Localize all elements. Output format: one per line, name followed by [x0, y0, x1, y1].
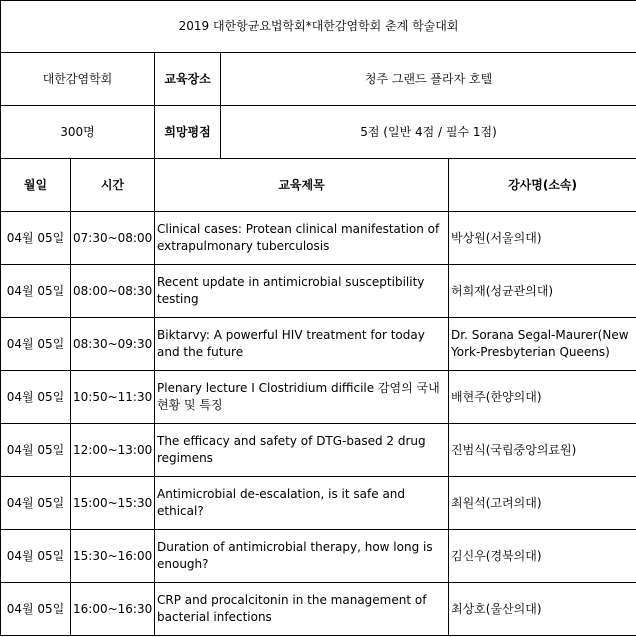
table-row — [1, 477, 636, 530]
venue-value: 청주 그랜드 플라자 호텔 — [221, 53, 636, 106]
row-topic: CRP and procalcitonin in the management of bacterial infections — [155, 583, 449, 636]
table-row — [1, 371, 636, 424]
header-time: 시간 — [71, 159, 155, 212]
row-topic: Recent update in antimicrobial susceptibility testing — [155, 265, 449, 318]
row-date: 04월 05일 — [1, 477, 71, 530]
venue-label: 교육장소 — [155, 53, 221, 106]
organizer: 대한감염학회 — [1, 53, 155, 106]
header-row — [1, 159, 636, 212]
attendees-row — [1, 106, 636, 159]
row-speaker: 진범식(국립중앙의료원) — [449, 424, 636, 477]
row-time: 08:30~09:30 — [71, 318, 155, 371]
points-label: 희망평점 — [155, 106, 221, 159]
row-time: 08:00~08:30 — [71, 265, 155, 318]
row-topic: Antimicrobial de-escalation, is it safe and ethical? — [155, 477, 449, 530]
page-title: 2019 대한항균요법학회*대한감염학회 춘계 학술대회 — [1, 1, 636, 53]
schedule-rows — [1, 212, 636, 636]
table-row — [1, 265, 636, 318]
row-speaker: 배현주(한양의대) — [449, 371, 636, 424]
row-speaker: 최원석(고려의대) — [449, 477, 636, 530]
table-row — [1, 530, 636, 583]
row-date: 04월 05일 — [1, 212, 71, 265]
row-date: 04월 05일 — [1, 583, 71, 636]
row-date: 04월 05일 — [1, 371, 71, 424]
row-speaker: 박상원(서울의대) — [449, 212, 636, 265]
row-date: 04월 05일 — [1, 265, 71, 318]
row-speaker: Dr. Sorana Segal-Maurer(New York-Presbyterian Queens) — [449, 318, 636, 371]
row-topic: Duration of antimicrobial therapy, how long is enough? — [155, 530, 449, 583]
row-time: 15:00~15:30 — [71, 477, 155, 530]
table-row — [1, 212, 636, 265]
header-date: 월일 — [1, 159, 71, 212]
row-date: 04월 05일 — [1, 318, 71, 371]
title-row — [1, 1, 636, 53]
table-row — [1, 318, 636, 371]
points-value: 5점 (일반 4점 / 필수 1점) — [221, 106, 636, 159]
row-time: 16:00~16:30 — [71, 583, 155, 636]
attendees: 300명 — [1, 106, 155, 159]
row-speaker: 김신우(경북의대) — [449, 530, 636, 583]
row-time: 12:00~13:00 — [71, 424, 155, 477]
row-topic: Clinical cases: Protean clinical manifestation of extrapulmonary tuberculosis — [155, 212, 449, 265]
row-speaker: 최상호(울산의대) — [449, 583, 636, 636]
row-date: 04월 05일 — [1, 424, 71, 477]
row-time: 15:30~16:00 — [71, 530, 155, 583]
header-topic: 교육제목 — [155, 159, 449, 212]
row-topic: Plenary lecture I Clostridium difficile 감염의 국내 현황 및 특징 — [155, 371, 449, 424]
header-speaker: 강사명(소속) — [449, 159, 636, 212]
row-speaker: 허희재(성균관의대) — [449, 265, 636, 318]
organizer-row — [1, 53, 636, 106]
table-row — [1, 583, 636, 636]
row-topic: The efficacy and safety of DTG-based 2 drug regimens — [155, 424, 449, 477]
table-row — [1, 424, 636, 477]
row-date: 04월 05일 — [1, 530, 71, 583]
row-time: 10:50~11:30 — [71, 371, 155, 424]
row-topic: Biktarvy: A powerful HIV treatment for today and the future — [155, 318, 449, 371]
row-time: 07:30~08:00 — [71, 212, 155, 265]
